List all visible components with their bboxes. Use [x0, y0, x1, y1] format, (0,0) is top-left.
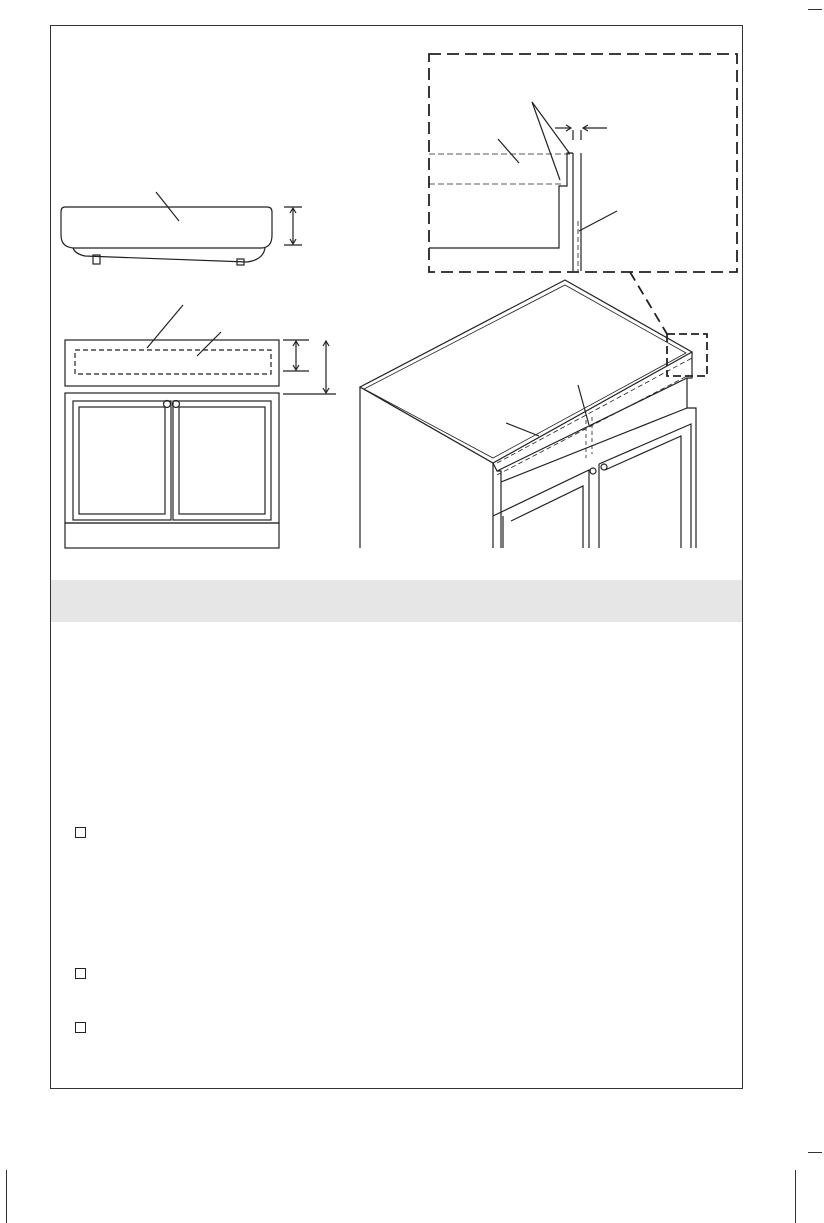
crop-mark	[808, 9, 822, 10]
checkbox-icon[interactable]	[75, 1022, 86, 1033]
checklist-item[interactable]	[75, 968, 695, 984]
page-frame	[50, 25, 743, 1089]
sink-side-view	[61, 192, 302, 265]
crop-mark	[6, 1170, 7, 1223]
installation-illustration	[51, 26, 744, 582]
crop-mark	[795, 1170, 796, 1223]
cabinet-isometric-view	[360, 272, 707, 548]
crop-mark	[808, 1152, 822, 1153]
cabinet-front-view	[65, 305, 336, 548]
section-heading-band	[51, 580, 742, 622]
checklist-item[interactable]	[75, 1022, 695, 1038]
checklist-item[interactable]	[75, 827, 695, 843]
checkbox-icon[interactable]	[75, 827, 86, 838]
checkbox-icon[interactable]	[75, 968, 86, 979]
detail-callout	[429, 54, 737, 272]
